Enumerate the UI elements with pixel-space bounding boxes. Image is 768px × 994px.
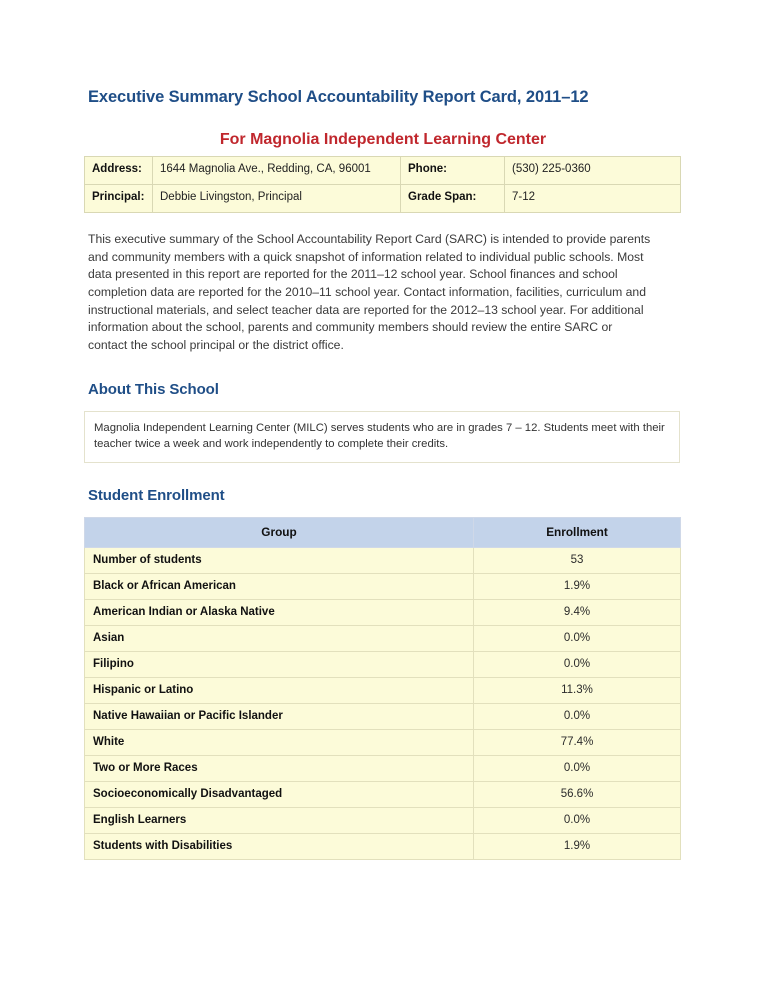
group-label: White xyxy=(85,729,474,755)
table-row xyxy=(85,807,681,833)
table-row xyxy=(85,184,681,212)
enrollment-value: 53 xyxy=(474,547,681,573)
enrollment-table-body xyxy=(85,547,681,859)
table-row xyxy=(85,729,681,755)
about-this-school-box: Magnolia Independent Learning Center (MILC) serves students who are in grades 7 – 12. Students meet with their teacher twice a week and work independently to complete their credits. xyxy=(84,411,680,463)
group-label: Number of students xyxy=(85,547,474,573)
grade-span-value: 7-12 xyxy=(505,184,681,212)
enrollment-value: 0.0% xyxy=(474,651,681,677)
table-row xyxy=(85,677,681,703)
enrollment-value: 1.9% xyxy=(474,833,681,859)
table-row xyxy=(85,755,681,781)
phone-label: Phone: xyxy=(401,156,505,184)
enrollment-value: 56.6% xyxy=(474,781,681,807)
enrollment-value: 1.9% xyxy=(474,573,681,599)
group-label: Asian xyxy=(85,625,474,651)
table-row xyxy=(85,599,681,625)
about-this-school-heading: About This School xyxy=(88,380,219,398)
enrollment-value: 0.0% xyxy=(474,703,681,729)
table-row xyxy=(85,573,681,599)
address-value: 1644 Magnolia Ave., Redding, CA, 96001 xyxy=(153,156,401,184)
group-label: English Learners xyxy=(85,807,474,833)
enrollment-value: 0.0% xyxy=(474,625,681,651)
enrollment-value: 9.4% xyxy=(474,599,681,625)
table-row xyxy=(85,703,681,729)
table-row xyxy=(85,781,681,807)
table-row xyxy=(85,625,681,651)
intro-paragraph: This executive summary of the School Accountability Report Card (SARC) is intended to provide parents and community members with a quick snapshot of information related to individual public schools. Most data presented in this report are reported for the 2011–12 school year. School finances and school completion data are reported for the 2010–11 school year. Contact information, facilities, curriculum and instructional materials, and select teacher data are reported for the 2012–13 school year. For additional information about the school, parents and community members should review the entire SARC or contact the school principal or the district office. xyxy=(88,231,651,353)
page-title: Executive Summary School Accountability Report Card, 2011–12 xyxy=(88,88,589,106)
enrollment-value: 77.4% xyxy=(474,729,681,755)
column-header-enrollment: Enrollment xyxy=(474,517,681,547)
grade-span-label: Grade Span: xyxy=(401,184,505,212)
school-name-title: For Magnolia Independent Learning Center xyxy=(219,130,547,148)
student-enrollment-table xyxy=(84,517,681,860)
group-label: Hispanic or Latino xyxy=(85,677,474,703)
group-label: American Indian or Alaska Native xyxy=(85,599,474,625)
school-info-table xyxy=(84,156,681,213)
group-label: Native Hawaiian or Pacific Islander xyxy=(85,703,474,729)
table-header-row xyxy=(85,517,681,547)
principal-label: Principal: xyxy=(85,184,153,212)
group-label: Filipino xyxy=(85,651,474,677)
group-label: Students with Disabilities xyxy=(85,833,474,859)
enrollment-value: 11.3% xyxy=(474,677,681,703)
table-row xyxy=(85,651,681,677)
table-row xyxy=(85,547,681,573)
group-label: Socioeconomically Disadvantaged xyxy=(85,781,474,807)
principal-value: Debbie Livingston, Principal xyxy=(153,184,401,212)
enrollment-value: 0.0% xyxy=(474,755,681,781)
phone-value: (530) 225-0360 xyxy=(505,156,681,184)
group-label: Two or More Races xyxy=(85,755,474,781)
address-label: Address: xyxy=(85,156,153,184)
enrollment-value: 0.0% xyxy=(474,807,681,833)
group-label: Black or African American xyxy=(85,573,474,599)
table-row xyxy=(85,833,681,859)
table-row xyxy=(85,156,681,184)
column-header-group: Group xyxy=(85,517,474,547)
student-enrollment-heading: Student Enrollment xyxy=(88,486,225,504)
